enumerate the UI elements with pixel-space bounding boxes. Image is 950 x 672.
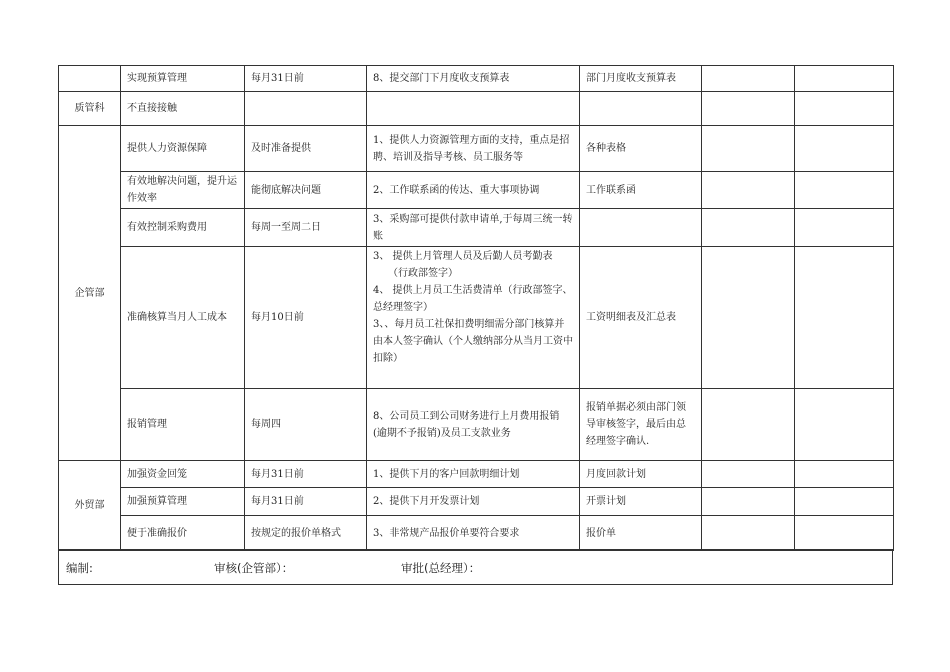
doc-cell: 工作联系函 <box>580 172 702 209</box>
content-line: 1、提供人力资源管理方面的支持，重点是招聘、培训及指导考核、员工服务等 <box>373 134 570 163</box>
table-row <box>59 389 894 461</box>
content-line: 8、公司员工到公司财务进行上月费用报销(逾期不予报销)及员工支款业务 <box>373 410 560 439</box>
empty-cell <box>795 209 894 247</box>
item-cell: 加强资金回笼 <box>121 461 245 488</box>
responsibility-table <box>58 65 894 551</box>
empty-cell <box>702 92 795 126</box>
content-line: 3、非常规产品报价单要符合要求 <box>373 527 520 539</box>
item-cell: 报销管理 <box>121 389 245 461</box>
empty-cell <box>702 247 795 389</box>
table-row <box>59 126 894 172</box>
table-row <box>59 172 894 209</box>
content-line: 8、提交部门下月度收支预算表 <box>373 73 510 84</box>
empty-cell <box>795 92 894 126</box>
content-cell <box>367 247 580 389</box>
empty-cell <box>795 126 894 172</box>
empty-cell <box>702 389 795 461</box>
dept-cell <box>59 66 121 92</box>
table-row <box>59 209 894 247</box>
content-cell <box>367 209 580 247</box>
review-label: 审核(企管部）： <box>214 561 294 575</box>
content-cell <box>367 389 580 461</box>
empty-cell <box>702 488 795 516</box>
content-line: 4、 提供上月员工生活费清单（行政部签字、总经理签字） <box>373 285 573 313</box>
empty-cell <box>795 488 894 516</box>
content-cell <box>367 66 580 92</box>
dept-cell: 企管部 <box>59 126 121 461</box>
empty-cell <box>702 172 795 209</box>
content-cell <box>367 172 580 209</box>
dept-cell: 外贸部 <box>59 461 121 551</box>
empty-cell <box>795 389 894 461</box>
item-cell: 准确核算当月人工成本 <box>121 247 245 389</box>
time-cell: 每周一至周二日 <box>245 209 367 247</box>
table-row <box>59 461 894 488</box>
item-cell: 提供人力资源保障 <box>121 126 245 172</box>
empty-cell <box>795 247 894 389</box>
content-cell <box>367 126 580 172</box>
doc-cell: 月度回款计划 <box>580 461 702 488</box>
time-cell <box>245 92 367 126</box>
dept-cell: 质管科 <box>59 92 121 126</box>
time-cell: 每月31日前 <box>245 488 367 516</box>
item-cell: 便于准确报价 <box>121 516 245 551</box>
empty-cell <box>795 516 894 551</box>
empty-cell <box>702 66 795 92</box>
content-cell <box>367 92 580 126</box>
time-cell: 及时准备提供 <box>245 126 367 172</box>
item-cell: 实现预算管理 <box>121 66 245 92</box>
empty-cell <box>702 209 795 247</box>
doc-cell: 报价单 <box>580 516 702 551</box>
content-line: 2、工作联系函的传达、重大事项协调 <box>373 184 540 196</box>
time-cell: 每月31日前 <box>245 461 367 488</box>
prepared-by-label: 编制: <box>66 561 93 575</box>
time-cell: 按规定的报价单格式 <box>245 516 367 551</box>
content-cell <box>367 461 580 488</box>
table-row <box>59 66 894 92</box>
time-cell: 每月31日前 <box>245 66 367 92</box>
content-line: 3、、每月员工社保扣费明细需分部门核算并由本人签字确认（个人缴纳部分从当月工资中扣除） <box>373 319 573 364</box>
doc-cell <box>580 92 702 126</box>
item-cell: 加强预算管理 <box>121 488 245 516</box>
table-row <box>59 247 894 389</box>
content-line: （行政部签字） <box>388 268 458 279</box>
approve-label: 审批(总经理）： <box>401 561 481 575</box>
empty-cell <box>702 516 795 551</box>
time-cell: 能彻底解决问题 <box>245 172 367 209</box>
doc-cell <box>580 209 702 247</box>
doc-cell: 开票计划 <box>580 488 702 516</box>
signature-footer <box>58 549 893 585</box>
table-row <box>59 92 894 126</box>
item-cell: 不直接接触 <box>121 92 245 126</box>
empty-cell <box>795 461 894 488</box>
doc-cell: 报销单据必须由部门领导审核签字，最后由总经理签字确认. <box>580 389 702 461</box>
doc-cell: 部门月度收支预算表 <box>580 66 702 92</box>
content-line: 2、提供下月开发票计划 <box>373 496 480 507</box>
empty-cell <box>702 126 795 172</box>
empty-cell <box>702 461 795 488</box>
item-cell: 有效地解决问题，提升运作效率 <box>121 172 245 209</box>
table-row <box>59 516 894 551</box>
time-cell: 每月10日前 <box>245 247 367 389</box>
empty-cell <box>795 66 894 92</box>
content-line: 1、提供下月的客户回款明细计划 <box>373 468 520 480</box>
item-cell: 有效控制采购费用 <box>121 209 245 247</box>
doc-cell: 各种表格 <box>580 126 702 172</box>
empty-cell <box>795 172 894 209</box>
content-cell <box>367 488 580 516</box>
table-row <box>59 488 894 516</box>
doc-cell: 工资明细表及汇总表 <box>580 247 702 389</box>
content-line: 3、 提供上月管理人员及后勤人员考勤表 <box>373 251 553 262</box>
time-cell: 每周四 <box>245 389 367 461</box>
content-cell <box>367 516 580 551</box>
content-line: 3、采购部可提供付款申请单,于每周三统一转账 <box>373 213 573 242</box>
